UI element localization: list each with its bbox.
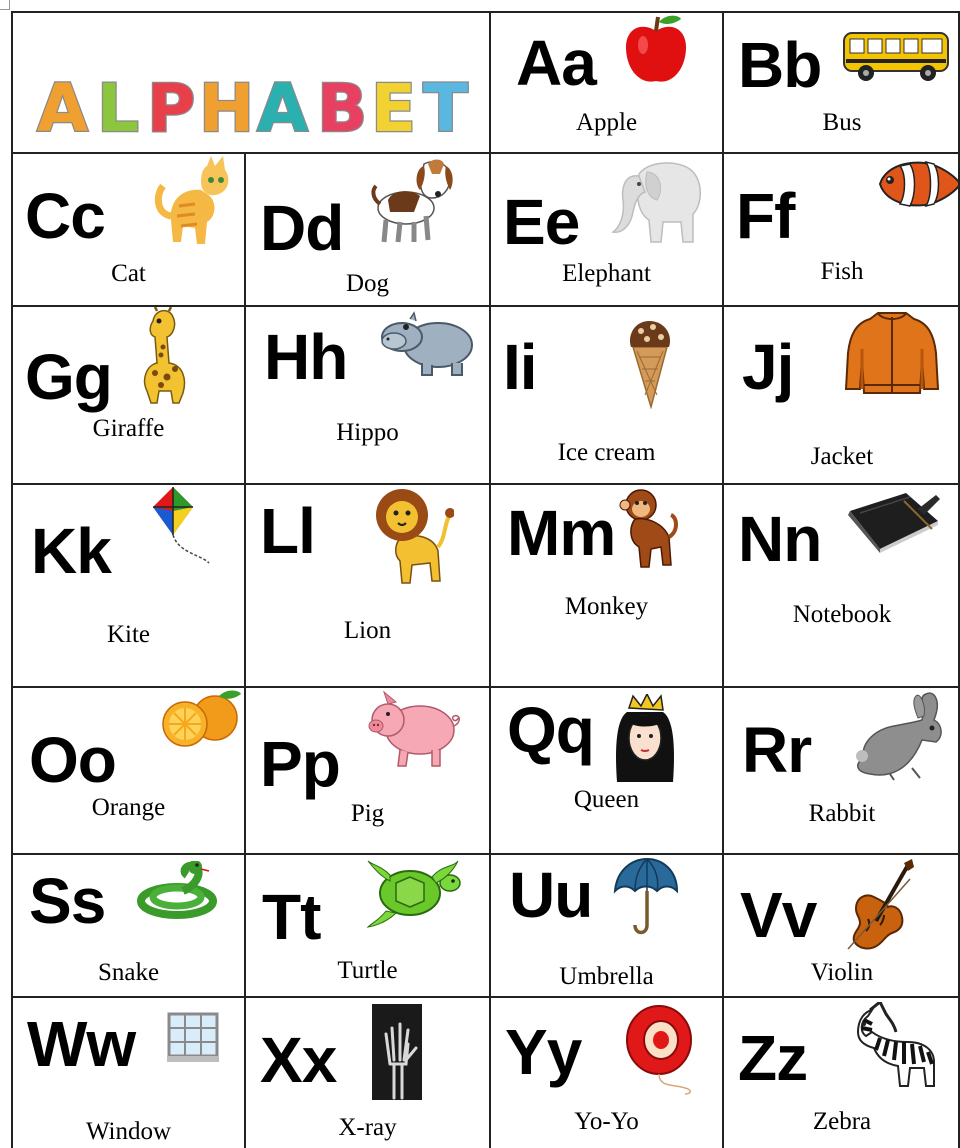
card-letter: Zz bbox=[738, 1022, 808, 1094]
card-letter: Kk bbox=[31, 515, 111, 587]
yo-yo-icon bbox=[619, 1004, 701, 1096]
card-snake bbox=[11, 853, 244, 996]
card-word: Orange bbox=[91, 794, 166, 821]
card-letter: Uu bbox=[509, 859, 593, 931]
bus-icon bbox=[842, 27, 952, 85]
alphabet-chart bbox=[11, 11, 960, 1148]
card-word: Fish bbox=[820, 258, 864, 285]
title-letter: B bbox=[317, 70, 368, 147]
turtle-icon bbox=[366, 857, 462, 929]
card-letter: Gg bbox=[25, 341, 112, 413]
orange-icon bbox=[161, 688, 243, 750]
dog-icon bbox=[366, 154, 458, 246]
title-letter: A bbox=[37, 70, 89, 147]
card-word: X-ray bbox=[338, 1114, 397, 1141]
alphabet-title bbox=[13, 13, 483, 152]
card-word: Ice cream bbox=[557, 439, 656, 466]
card-word: Cat bbox=[111, 260, 146, 287]
card-letter: Qq bbox=[507, 694, 594, 766]
card-letter: Ww bbox=[27, 1008, 136, 1080]
card-letter: Oo bbox=[29, 724, 116, 796]
card-letter: Ll bbox=[260, 495, 315, 567]
card-word: Queen bbox=[573, 786, 640, 813]
card-cat bbox=[11, 152, 244, 305]
card-monkey bbox=[489, 483, 722, 686]
card-yo-yo bbox=[489, 996, 722, 1148]
card-lion bbox=[244, 483, 489, 686]
card-fish bbox=[722, 152, 960, 305]
card-bus bbox=[722, 11, 960, 152]
card-letter: Mm bbox=[507, 497, 616, 569]
card-word: Elephant bbox=[562, 260, 651, 287]
ice-cream-icon bbox=[627, 317, 673, 409]
card-rabbit bbox=[722, 686, 960, 853]
card-hippo bbox=[244, 305, 489, 483]
card-window bbox=[11, 996, 244, 1148]
hippo-icon bbox=[380, 307, 478, 377]
card-orange bbox=[11, 686, 244, 853]
violin-icon bbox=[846, 859, 916, 951]
page-corner-mark bbox=[0, 0, 10, 10]
card-word: Pig bbox=[350, 800, 385, 827]
card-word: Umbrella bbox=[559, 963, 654, 990]
card-elephant bbox=[489, 152, 722, 305]
card-letter: Rr bbox=[742, 714, 812, 786]
queen-icon bbox=[613, 694, 677, 786]
card-letter: Jj bbox=[742, 331, 794, 403]
card-word: Hippo bbox=[336, 419, 399, 446]
pig-icon bbox=[366, 688, 462, 770]
card-umbrella bbox=[489, 853, 722, 996]
card-violin bbox=[722, 853, 960, 996]
card-letter: Hh bbox=[264, 321, 348, 393]
card-letter: Cc bbox=[25, 180, 105, 252]
card-turtle bbox=[244, 853, 489, 996]
card-zebra bbox=[722, 996, 960, 1148]
card-notebook bbox=[722, 483, 960, 686]
card-word: Rabbit bbox=[808, 800, 876, 827]
elephant-icon bbox=[609, 154, 711, 246]
umbrella-icon bbox=[611, 857, 681, 939]
card-word: Apple bbox=[575, 109, 638, 136]
apple-icon bbox=[621, 13, 691, 87]
card-word: Violin bbox=[810, 959, 874, 986]
card-word: Notebook bbox=[792, 601, 892, 628]
fish-icon bbox=[872, 154, 960, 216]
card-letter: Nn bbox=[738, 503, 822, 575]
card-x-ray bbox=[244, 996, 489, 1148]
monkey-icon bbox=[615, 487, 681, 569]
title-letter: H bbox=[199, 70, 255, 147]
card-word: Kite bbox=[106, 621, 151, 648]
notebook-icon bbox=[846, 491, 942, 553]
card-letter: Dd bbox=[260, 192, 344, 264]
card-word: Yo-Yo bbox=[574, 1108, 639, 1135]
card-apple bbox=[489, 11, 722, 152]
giraffe-icon bbox=[135, 307, 195, 405]
card-word: Lion bbox=[343, 617, 392, 644]
window-icon bbox=[167, 1012, 219, 1064]
title-letter: T bbox=[423, 70, 469, 147]
card-ice-cream bbox=[489, 305, 722, 483]
cat-icon bbox=[151, 156, 233, 248]
card-pig bbox=[244, 686, 489, 853]
card-letter: Ff bbox=[736, 180, 795, 252]
jacket-icon bbox=[844, 309, 940, 395]
card-word: Bus bbox=[822, 109, 862, 136]
card-word: Giraffe bbox=[92, 415, 165, 442]
title-letter: P bbox=[147, 70, 196, 147]
snake-icon bbox=[137, 861, 219, 919]
card-word: Monkey bbox=[564, 593, 649, 620]
lion-icon bbox=[372, 485, 454, 587]
card-word: Jacket bbox=[810, 443, 874, 470]
card-letter: Aa bbox=[516, 27, 596, 99]
card-dog bbox=[244, 152, 489, 305]
title-letter: E bbox=[371, 70, 417, 147]
card-letter: Vv bbox=[740, 879, 817, 951]
card-letter: Xx bbox=[260, 1024, 337, 1096]
title-letter: L bbox=[97, 70, 140, 147]
card-word: Snake bbox=[97, 959, 160, 986]
card-word: Zebra bbox=[812, 1108, 872, 1135]
card-letter: Ee bbox=[503, 186, 580, 258]
card-letter: Ss bbox=[29, 865, 106, 937]
card-letter: Bb bbox=[738, 29, 822, 101]
title-letter: A bbox=[257, 70, 309, 147]
rabbit-icon bbox=[850, 690, 952, 782]
card-kite bbox=[11, 483, 244, 686]
card-letter: Pp bbox=[260, 728, 340, 800]
card-letter: Ii bbox=[503, 331, 537, 403]
card-letter: Tt bbox=[262, 881, 321, 953]
card-giraffe bbox=[11, 305, 244, 483]
title-cell bbox=[11, 11, 489, 152]
card-letter: Yy bbox=[505, 1016, 582, 1088]
x-ray-icon bbox=[372, 1004, 422, 1100]
zebra-icon bbox=[850, 1002, 942, 1088]
card-word: Dog bbox=[345, 270, 390, 297]
kite-icon bbox=[151, 485, 211, 565]
card-word: Turtle bbox=[337, 957, 398, 984]
card-queen bbox=[489, 686, 722, 853]
card-jacket bbox=[722, 305, 960, 483]
card-word: Window bbox=[85, 1118, 172, 1145]
